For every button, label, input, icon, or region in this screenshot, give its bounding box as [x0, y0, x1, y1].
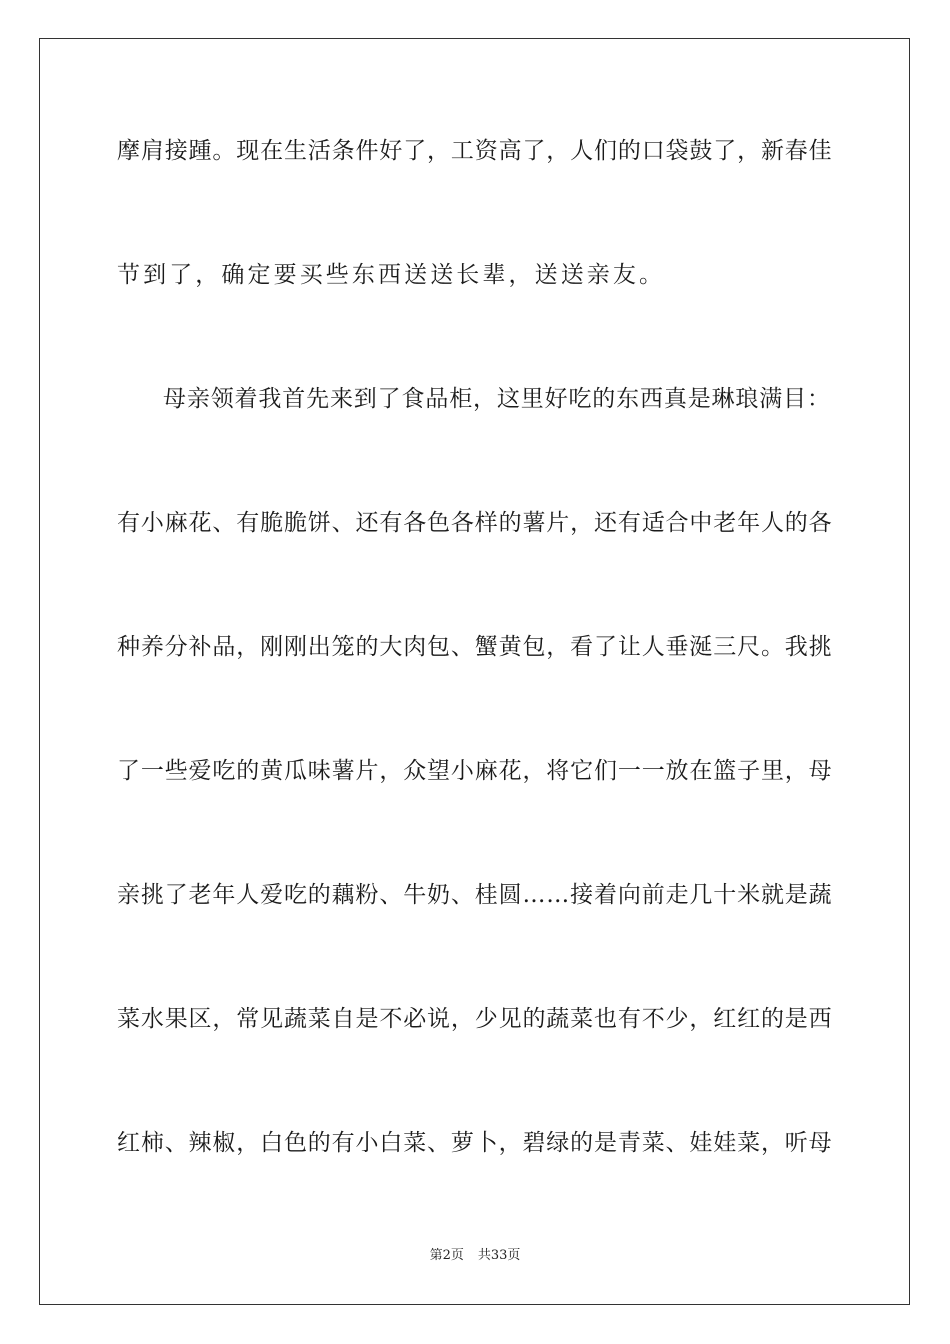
- text-line-1: 摩肩接踵。现在生活条件好了，工资高了，人们的口袋鼓了，新春佳: [117, 138, 833, 164]
- text-line-5: 种养分补品，刚刚出笼的大肉包、蟹黄包，看了让人垂涎三尺。我挑: [117, 634, 833, 660]
- text-line-6: 了一些爱吃的黄瓜味薯片，众望小麻花，将它们一一放在篮子里，母: [117, 758, 833, 784]
- text-line-2: 节到了，确定要买些东西送送长辈，送送亲友。: [117, 262, 666, 288]
- text-line-4: 有小麻花、有脆脆饼、还有各色各样的薯片，还有适合中老年人的各: [117, 510, 833, 536]
- text-line-9: 红柿、辣椒，白色的有小白菜、萝卜，碧绿的是青菜、娃娃菜，听母: [117, 1130, 833, 1156]
- page-number: 第2页: [429, 1248, 464, 1263]
- paragraph-start-line: 母亲领着我首先来到了食品柜，这里好吃的东西真是琳琅满目：: [163, 386, 831, 412]
- page-total: 共33页: [477, 1248, 521, 1263]
- page-border: [39, 38, 910, 1305]
- text-line-8: 菜水果区，常见蔬菜自是不必说，少见的蔬菜也有不少，红红的是西: [117, 1006, 833, 1032]
- page-footer: [0, 1246, 950, 1266]
- text-line-7: 亲挑了老年人爱吃的藕粉、牛奶、桂圆……接着向前走几十米就是蔬: [117, 882, 833, 908]
